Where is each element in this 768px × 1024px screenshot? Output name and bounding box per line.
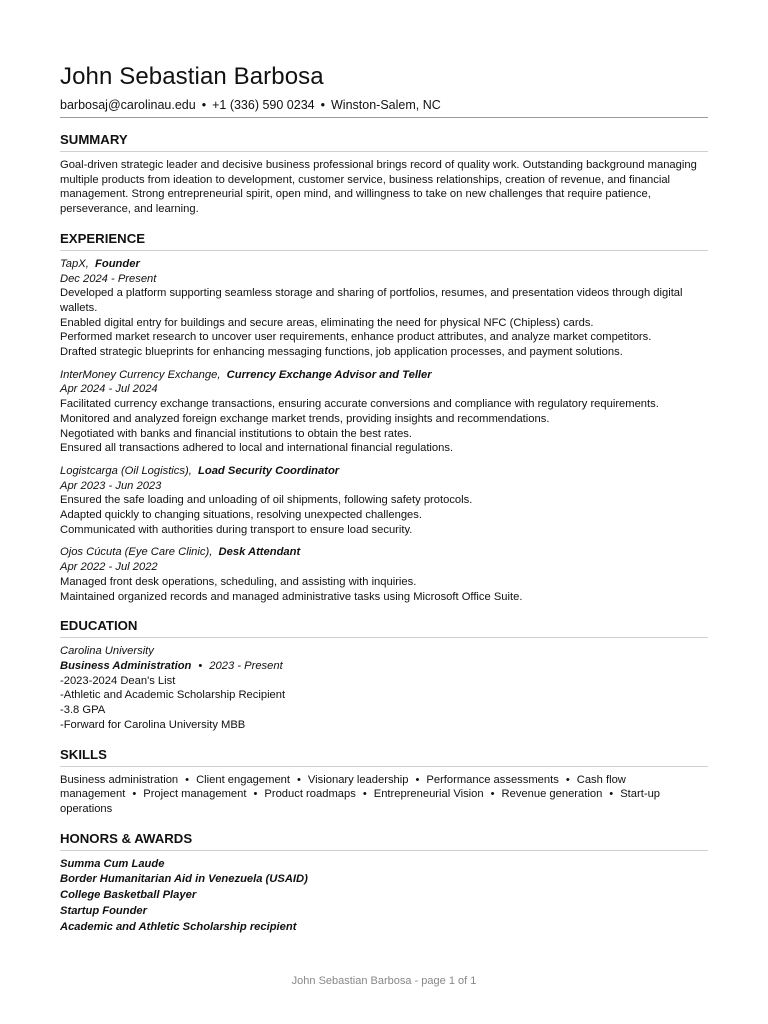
skill-separator: • [297,773,301,786]
skill-separator: • [490,788,495,801]
job-entry [60,545,708,604]
skill-item: Performance assessments [426,773,559,786]
education-section [60,618,708,732]
skill-separator: • [132,788,137,801]
email-link[interactable]: barbosaj@carolinau.edu [60,98,196,112]
education-item: -Athletic and Academic Scholarship Recipient [60,689,286,702]
job-role: Currency Exchange Advisor and Teller [226,368,432,381]
honors-section [60,831,708,936]
skill-separator: • [415,773,420,786]
location: Winston-Salem, NC [331,98,441,112]
job-role: Founder [95,257,140,270]
job-bullet: Drafted strategic blueprints for enhancing messaging functions, job application processes, and payment solutions. [60,346,623,359]
experience-list [60,257,708,604]
job-dates: Apr 2024 - Jul 2024 [60,383,158,396]
job-bullet: Enabled digital entry for buildings and secure areas, eliminating the need for physical NFC (Chipless) cards. [60,316,594,329]
job-role: Load Security Coordinator [198,464,340,477]
skill-item: Entrepreneurial Vision [373,788,484,801]
experience-section [60,231,708,604]
skill-separator: • [253,788,258,801]
honor-item: College Basketball Player [60,889,197,902]
skill-item: Cash flow management [60,773,626,801]
job-bullet: Maintained organized records and managed administrative tasks using Microsoft Office Suite. [60,590,523,603]
job-bullet: Ensured all transactions adhered to local and international financial regulations. [60,442,454,455]
job-bullet: Managed front desk operations, scheduling, and assisting with inquiries. [60,575,417,588]
skill-item: Product roadmaps [264,788,356,801]
skill-item: Visionary leadership [307,773,409,786]
job-heading [60,464,708,479]
summary-section [60,132,708,217]
skill-item: Start-up operations [60,788,661,815]
degree-line [60,659,708,674]
degree-dates: 2023 - Present [209,659,283,672]
contact-line [60,97,708,113]
job-dates: Dec 2024 - Present [60,272,157,285]
job-heading [60,545,708,560]
skills-list [60,773,708,817]
skill-item: Business administration [60,773,179,786]
honor-item: Summa Cum Laude [60,857,165,870]
honors-list [60,857,708,936]
section-title-education: EDUCATION [60,618,708,638]
section-title-summary: SUMMARY [60,132,708,152]
skills-section [60,747,708,817]
contact-separator: • [320,98,325,112]
education-item: -3.8 GPA [60,704,106,717]
honor-item: Border Humanitarian Aid in Venezuela (USAID) [60,873,308,886]
summary-text: Goal-driven strategic leader and decisive business professional brings record of quality work. Outstanding background managing multiple products from ideation to development, customer service, business relationships, creation of revenue, and financial management. Strong entrepreneurial spirit, open mind, and willingness to take on new challenges that require patience, perseverance, and learning. [60,159,697,216]
job-entry [60,257,708,360]
skill-item: Revenue generation [501,788,603,801]
job-bullet: Adapted quickly to changing situations, resolving unexpected challenges. [60,509,422,522]
education-item: -2023-2024 Dean's List [60,674,176,687]
school-name: Carolina University [60,645,154,658]
job-heading [60,368,708,383]
phone-number: +1 (336) 590 0234 [212,98,315,112]
education-item: -Forward for Carolina University MBB [60,718,246,731]
honor-item: Startup Founder [60,905,148,917]
job-bullet: Negotiated with banks and financial institutions to obtain the best rates. [60,427,413,440]
job-entry [60,464,708,538]
degree-separator: • [198,659,203,672]
job-company: Ojos Cúcuta (Eye Care Clinic), [60,546,213,559]
skill-separator: • [185,773,190,786]
job-entry [60,368,708,456]
candidate-name: John Sebastian Barbosa [60,63,324,90]
job-company: TapX, [60,257,89,270]
section-title-experience: EXPERIENCE [60,231,708,251]
skill-separator: • [609,788,614,801]
skill-separator: • [362,788,367,801]
education-body [60,644,708,732]
job-bullet: Performed market research to uncover user requirements, enhance product attributes, and analyze market competitors. [60,331,652,344]
job-company: Logistcarga (Oil Logistics), [60,464,192,477]
job-dates: Apr 2023 - Jun 2023 [60,479,162,492]
section-title-skills: SKILLS [60,747,708,767]
skill-item: Client engagement [196,773,290,786]
section-title-honors: HONORS & AWARDS [60,831,708,851]
job-bullet: Facilitated currency exchange transactions, ensuring accurate conversions and compliance with regulatory requirements. [60,398,659,411]
job-company: InterMoney Currency Exchange, [60,368,221,381]
skill-item: Project management [143,788,247,801]
job-bullet: Developed a platform supporting seamless storage and sharing of portfolios, resumes, and presentation videos through digital wallets. [60,287,683,314]
job-heading [60,257,708,272]
honor-item: Academic and Athletic Scholarship recipient [60,920,297,933]
job-role: Desk Attendant [218,546,301,559]
header-divider [60,117,708,118]
skill-separator: • [565,773,570,786]
job-bullet: Ensured the safe loading and unloading of oil shipments, following safety protocols. [60,494,473,507]
job-bullet: Monitored and analyzed foreign exchange market trends, providing insights and recommendations. [60,412,550,425]
contact-separator: • [201,98,207,112]
job-bullet: Communicated with authorities during transport to ensure load security. [60,523,413,536]
page-footer: John Sebastian Barbosa - page 1 of 1 [291,975,477,987]
degree-name: Business Administration [60,659,192,672]
job-dates: Apr 2022 - Jul 2022 [60,561,158,574]
